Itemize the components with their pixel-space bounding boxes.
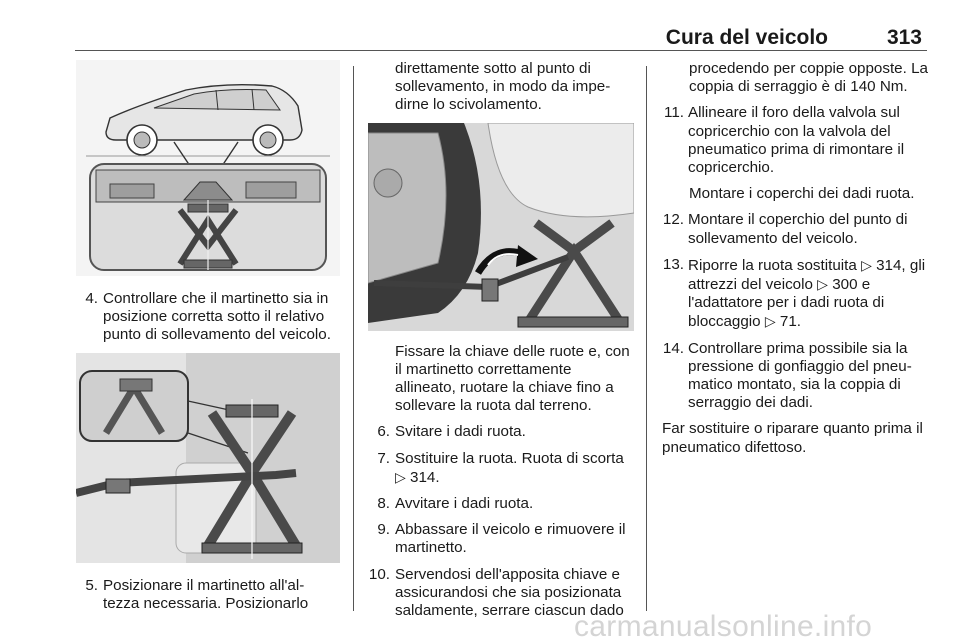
step-10-continued: procedendo per coppie opposte. La coppia di serraggio è di 140 Nm. xyxy=(689,60,928,96)
step-13-ref-c[interactable]: 71. xyxy=(779,313,801,331)
step-7-ref[interactable]: 314. xyxy=(410,468,440,486)
step-13-ref-a[interactable]: 314, xyxy=(876,256,906,274)
step-4 xyxy=(76,290,340,345)
step-8-text: Avvitare i dadi ruota. xyxy=(395,495,534,513)
watermark: carmanualsonline.info xyxy=(574,610,873,643)
step-11-note: Montare i coperchi dei dadi ruota. xyxy=(689,185,915,203)
step-12 xyxy=(658,211,928,247)
page-number: 313 xyxy=(886,26,922,49)
step-13-text-b: gli attrezzi del veicolo xyxy=(688,256,926,294)
step-5 xyxy=(76,577,340,613)
step-11-text: Allineare il foro della valvola sul copricerchio con la valvola del pneumatico prima di rimontare il copricerchio. xyxy=(688,104,905,177)
step-7-text: Sostituire la ruota. Ruota di scorta xyxy=(395,449,624,467)
step-6 xyxy=(368,423,634,441)
step-14-number: 14. xyxy=(662,339,684,357)
crossref-arrow-icon: ▷ xyxy=(764,313,776,330)
header-title: Cura del veicolo xyxy=(665,26,828,49)
step-14-text: Controllare prima possibile sia la pressione di gonfiaggio del pneu-matico montato, sia la coppia di serraggio dei dadi. xyxy=(688,339,912,412)
step-4-text: Controllare che il martinetto sia in posizione corretta sotto il relativo punto di sollevamento del veicolo. xyxy=(103,290,331,344)
step-7 xyxy=(368,450,634,487)
step-13-text-c: l'adattatore per i dadi ruota di bloccaggio xyxy=(688,294,885,331)
step-9-text: Abbassare il veicolo e rimuovere il martinetto. xyxy=(395,521,626,557)
figure-car-jack-position xyxy=(76,60,340,276)
step-4-number: 4. xyxy=(85,290,98,307)
step-5-number: 5. xyxy=(85,576,98,594)
step-10-text: Servendosi dell'apposita chiave e assicurandosi che sia posizionata saldamente, serrare ciascun dado xyxy=(395,565,624,620)
column-1 xyxy=(76,60,340,621)
step-6-number: 6. xyxy=(377,423,390,441)
column-2 xyxy=(368,60,634,628)
jack-note: Fissare la chiave delle ruote e, con il martinetto correttamente allineato, ruotare la chiave fino a sollevare la ruota dal terreno. xyxy=(395,342,630,415)
step-13-number: 13. xyxy=(662,255,684,273)
header-rule xyxy=(75,50,927,51)
step-6-text: Svitare i dadi ruota. xyxy=(395,423,526,441)
step-8 xyxy=(368,495,634,513)
step-5-continued: direttamente sotto al punto di sollevamento, in modo da impe-dirne lo scivolamento. xyxy=(395,60,611,114)
crossref-arrow-icon: ▷ xyxy=(861,256,872,273)
column-divider-1 xyxy=(353,66,354,611)
crossref-arrow-icon: ▷ xyxy=(817,276,828,293)
wrench-rotation-illustration xyxy=(368,123,634,331)
step-9 xyxy=(368,521,634,557)
crossref-arrow-icon: ▷ xyxy=(395,468,406,485)
step-14 xyxy=(658,340,928,413)
step-7-number: 7. xyxy=(377,449,390,467)
step-9-number: 9. xyxy=(377,521,390,539)
car-jack-illustration xyxy=(76,60,340,276)
step-8-number: 8. xyxy=(377,495,390,513)
step-11 xyxy=(658,104,928,177)
step-13-ref-b[interactable]: 300 e xyxy=(832,276,871,294)
step-12-number: 12. xyxy=(662,211,684,229)
step-13 xyxy=(658,256,928,332)
column-divider-2 xyxy=(646,66,647,611)
closing-paragraph: Far sostituire o riparare quanto prima il pneumatico difettoso. xyxy=(662,420,923,456)
figure-wrench-rotation xyxy=(368,123,634,331)
step-12-text: Montare il coperchio del punto di sollevamento del veicolo. xyxy=(688,211,908,247)
jack-detail-illustration xyxy=(76,353,340,563)
step-10-number: 10. xyxy=(368,565,390,583)
step-11-number: 11. xyxy=(664,104,684,122)
step-13-text-a: Riporre la ruota sostituita xyxy=(688,256,857,274)
step-5-text: Posizionare il martinetto all'al-tezza necessaria. Posizionarlo xyxy=(103,576,309,612)
column-3 xyxy=(658,60,928,465)
figure-jack-detail xyxy=(76,353,340,563)
